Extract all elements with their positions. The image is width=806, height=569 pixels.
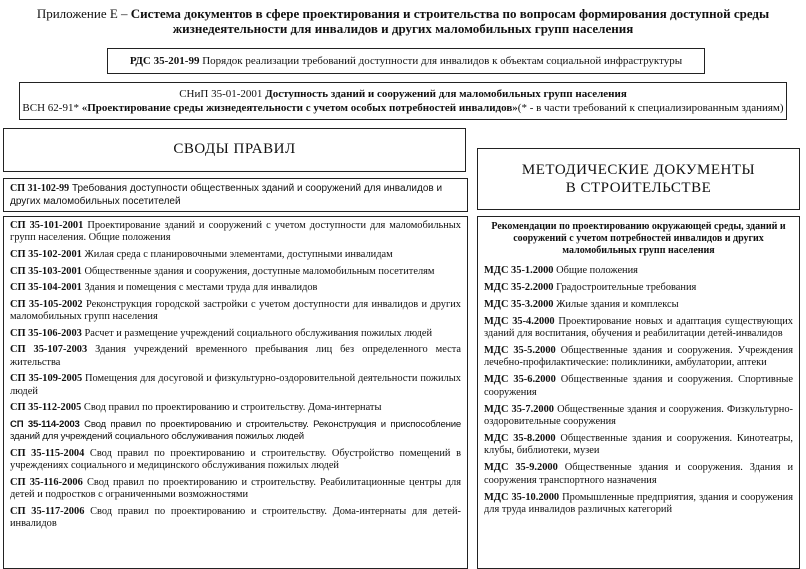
title-line-2: жизнедеятельности для инвалидов и других маломобильных групп населения: [172, 21, 634, 36]
snip-code: СНиП 35-01-2001: [179, 88, 263, 100]
mds-list-box: [477, 216, 800, 569]
mds-code: МДС 35-1.2000: [484, 265, 554, 276]
list-item: [10, 506, 461, 531]
list-item: [10, 282, 461, 294]
mds-code: МДС 35-3.2000: [484, 298, 554, 310]
rds-box: [107, 48, 705, 74]
list-item: [10, 402, 461, 414]
metod-heading-line-1: МЕТОДИЧЕСКИЕ ДОКУМЕНТЫ: [521, 162, 756, 178]
sp-code: СП 35-117-2006: [10, 505, 85, 517]
mds-text: Проектирование новых и адаптация существующих зданий для воспитания, обучения и реабилитации детей-инвалидов: [484, 315, 793, 340]
sp-list-box: [3, 216, 468, 569]
list-item: [10, 373, 461, 398]
list-item: [484, 299, 793, 311]
list-item: [484, 404, 793, 429]
list-item: [10, 328, 461, 340]
list-item: [484, 492, 793, 517]
mds-code: МДС 35-2.2000: [484, 281, 554, 293]
title-line-1: Система документов в сфере проектирования и строительства по вопросам формирования доступной среды: [130, 6, 770, 21]
sp-code: СП 35-102-2001: [10, 249, 82, 260]
vsn-code: ВСН 62-91*: [22, 102, 79, 114]
mds-text: Градостроительные требования: [556, 281, 697, 293]
list-item: [10, 419, 461, 444]
sp-text: Свод правил по проектированию и строительству. Реабилитационные центры для детей и подростков с ограниченными возможностями: [10, 476, 461, 501]
sp-text: Реконструкция городской застройки с учетом доступности для инвалидов и других маломобильных групп населения: [10, 298, 461, 323]
sp-code: СП 35-107-2003: [10, 344, 88, 356]
sp-code: СП 35-109-2005: [10, 373, 83, 385]
rds-code: РДС 35-201-99: [129, 55, 200, 67]
sp-code: СП 35-101-2001: [10, 220, 84, 231]
metod-heading-box: [477, 148, 800, 210]
mds-code: МДС 35-4.2000: [484, 315, 555, 327]
svody-heading: СВОДЫ ПРАВИЛ: [173, 141, 296, 157]
list-item: [10, 448, 461, 473]
mds-code: МДС 35-6.2000: [484, 374, 556, 386]
page-title: [0, 6, 806, 36]
sp31-text: Требования доступности общественных зданий и сооружений для инвалидов и других маломобильных посетителей: [10, 183, 443, 207]
list-item: [484, 462, 793, 487]
sp-code: СП 35-116-2006: [10, 476, 83, 488]
list-item: [484, 316, 793, 341]
sp-code: СП 35-115-2004: [10, 447, 85, 459]
mds-code: МДС 35-9.2000: [484, 462, 558, 474]
sp-code: СП 35-103-2001: [10, 265, 82, 277]
list-item: [484, 282, 793, 294]
mds-text: Жилые здания и комплексы: [556, 298, 679, 310]
sp-code: СП 35-104-2001: [10, 282, 82, 294]
svody-heading-box: [3, 128, 466, 172]
appendix-label: Приложение Е –: [36, 6, 128, 21]
list-item: [10, 344, 461, 369]
sp-code: СП 35-105-2002: [10, 298, 83, 310]
sp-text: Помещения для досуговой и физкультурно-оздоровительной деятельности пожилых людей: [10, 373, 461, 397]
mds-text: Общественные здания и сооружения. Физкультурно-оздоровительные сооружения: [484, 403, 794, 428]
list-item: [10, 266, 461, 278]
list-item: [484, 265, 793, 277]
list-item: [484, 345, 793, 370]
sp-text: Расчет и размещение учреждений социального обслуживания пожилых людей: [84, 327, 433, 339]
snip-box: [19, 82, 787, 120]
list-item: [10, 249, 461, 261]
list-item: [484, 433, 793, 458]
sp-text: Свод правил по проектированию и строительству. Дома-интернаты: [83, 402, 382, 414]
list-item: [10, 299, 461, 324]
list-item: [10, 220, 461, 245]
sp-text: Проектирование зданий и сооружений с учетом доступности для маломобильных групп населения. Общие положения: [10, 220, 461, 244]
mds-code: МДС 35-7.2000: [484, 403, 554, 415]
mds-text: Общественные здания и сооружения. Учреждения лечебно-профилактические: поликлиники, амбулатории, аптеки: [484, 345, 794, 369]
mds-text: Общественные здания и сооружения. Здания и сооружения транспортного назначения: [484, 462, 793, 486]
sp-text: Свод правил по проектированию и строительству. Обустройство помещений в учреждениях социального и медицинского обслуживания пожилых людей: [10, 447, 461, 472]
list-item: [10, 477, 461, 502]
sp-text: Свод правил по проектированию и строительству. Реконструкция и приспособление зданий для учреждений социального обслуживания пожилых людей: [10, 418, 462, 443]
metod-heading-line-2: В СТРОИТЕЛЬСТВЕ: [565, 180, 712, 196]
sp-text: Жилая среда с планировочными элементами, доступными инвалидам: [84, 249, 393, 260]
sp-code: СП 35-106-2003: [10, 327, 82, 339]
sp-code: СП 35-112-2005: [10, 402, 82, 414]
mds-text: Общие положения: [556, 265, 638, 276]
mds-text: Общественные здания и сооружения. Кинотеатры, клубы, библиотеки, музеи: [484, 432, 793, 457]
snip-text: Доступность зданий и сооружений для маломобильных групп населения: [265, 88, 627, 100]
sp-code: СП 35-114-2003: [10, 418, 80, 430]
sp-text: Свод правил по проектированию и строительству. Дома-интернаты для детей-инвалидов: [10, 505, 461, 530]
mds-heading: Рекомендации по проектированию окружающей среды, зданий и сооружений с учетом потребностей инвалидов и других маломобильных групп населения: [491, 221, 786, 256]
mds-code: МДС 35-8.2000: [484, 432, 556, 444]
sp-text: Здания учреждений временного пребывания лиц без определенного места жительства: [10, 344, 461, 368]
mds-code: МДС 35-10.2000: [484, 491, 560, 503]
sp31-code: СП 31-102-99: [10, 183, 70, 194]
mds-text: Общественные здания и сооружения. Спортивные сооружения: [484, 374, 793, 398]
mds-text: Промышленные предприятия, здания и сооружения для труда инвалидов различных категорий: [484, 491, 793, 515]
vsn-note: (* - в части требований к специализированным зданиям): [517, 102, 784, 114]
sp-text: Общественные здания и сооружения, доступные маломобильным посетителям: [84, 265, 435, 277]
sp-text: Здания и помещения с местами труда для инвалидов: [84, 282, 318, 294]
list-item: [484, 374, 793, 399]
vsn-text: «Проектирование среды жизнедеятельности с учетом особых потребностей инвалидов»: [81, 102, 518, 114]
mds-code: МДС 35-5.2000: [484, 345, 556, 357]
sp31-box: [3, 178, 468, 212]
rds-text: Порядок реализации требований доступности для инвалидов к объектам социальной инфраструктуры: [202, 55, 683, 67]
